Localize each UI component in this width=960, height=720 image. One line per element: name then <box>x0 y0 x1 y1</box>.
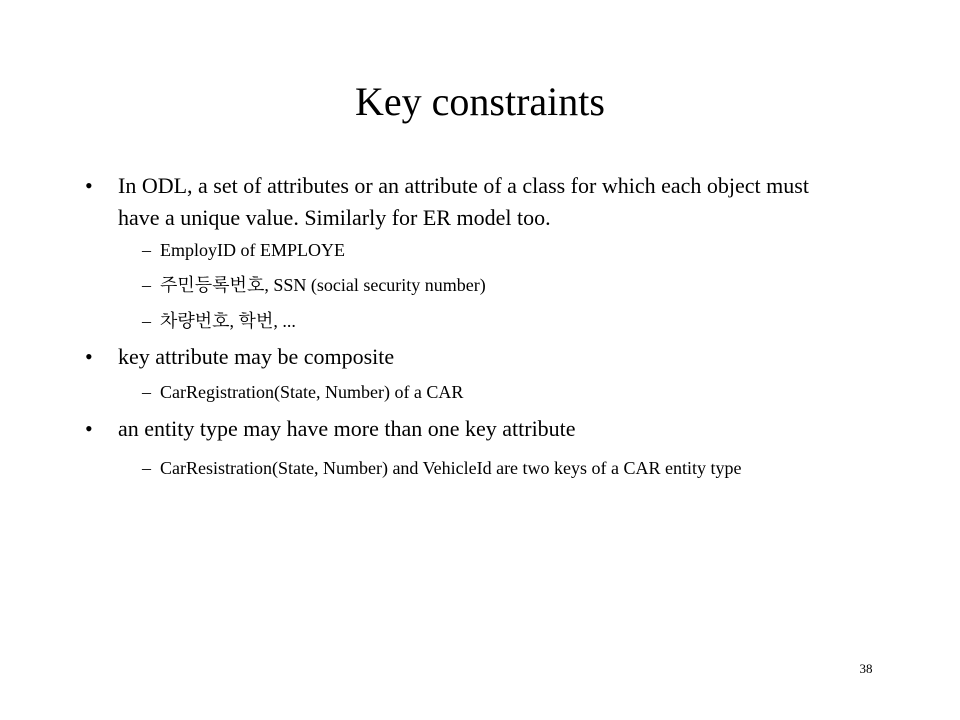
bullet-marker: • <box>85 344 93 369</box>
subitem-text: CarResistration(State, Number) and VehicleId are two keys of a CAR entity type <box>160 458 742 478</box>
bullet-text: In ODL, a set of attributes or an attribute of a class for which each object must have a unique value. Similarly for ER model too. <box>118 173 809 230</box>
subitem-text: 주민등록번호, SSN (social security number) <box>160 275 486 295</box>
subitem-text: CarRegistration(State, Number) of a CAR <box>160 382 464 402</box>
subitem-text: 차량번호, 학번, ... <box>160 311 296 331</box>
bullet-item-2 <box>85 341 838 373</box>
bullet-item-3 <box>85 413 838 445</box>
dash-marker: – <box>142 458 151 478</box>
subitem-3-1 <box>142 455 840 481</box>
bullet-text: an entity type may have more than one key attribute <box>118 416 576 441</box>
dash-marker: – <box>142 240 151 260</box>
page-number: 38 <box>859 661 873 676</box>
subitem-1-2 <box>142 272 840 298</box>
slide-title: Key constraints <box>355 79 605 124</box>
subitem-text: EmployID of EMPLOYE <box>160 240 345 260</box>
dash-marker: – <box>142 382 151 402</box>
bullet-marker: • <box>85 416 93 441</box>
bullet-text: key attribute may be composite <box>118 344 395 369</box>
subitem-1-1 <box>142 237 840 263</box>
dash-marker: – <box>142 275 151 295</box>
bullet-item-1 <box>85 170 838 234</box>
subitem-2-1 <box>142 379 840 405</box>
subitem-1-3 <box>142 308 840 334</box>
dash-marker: – <box>142 311 151 331</box>
bullet-marker: • <box>85 173 93 198</box>
